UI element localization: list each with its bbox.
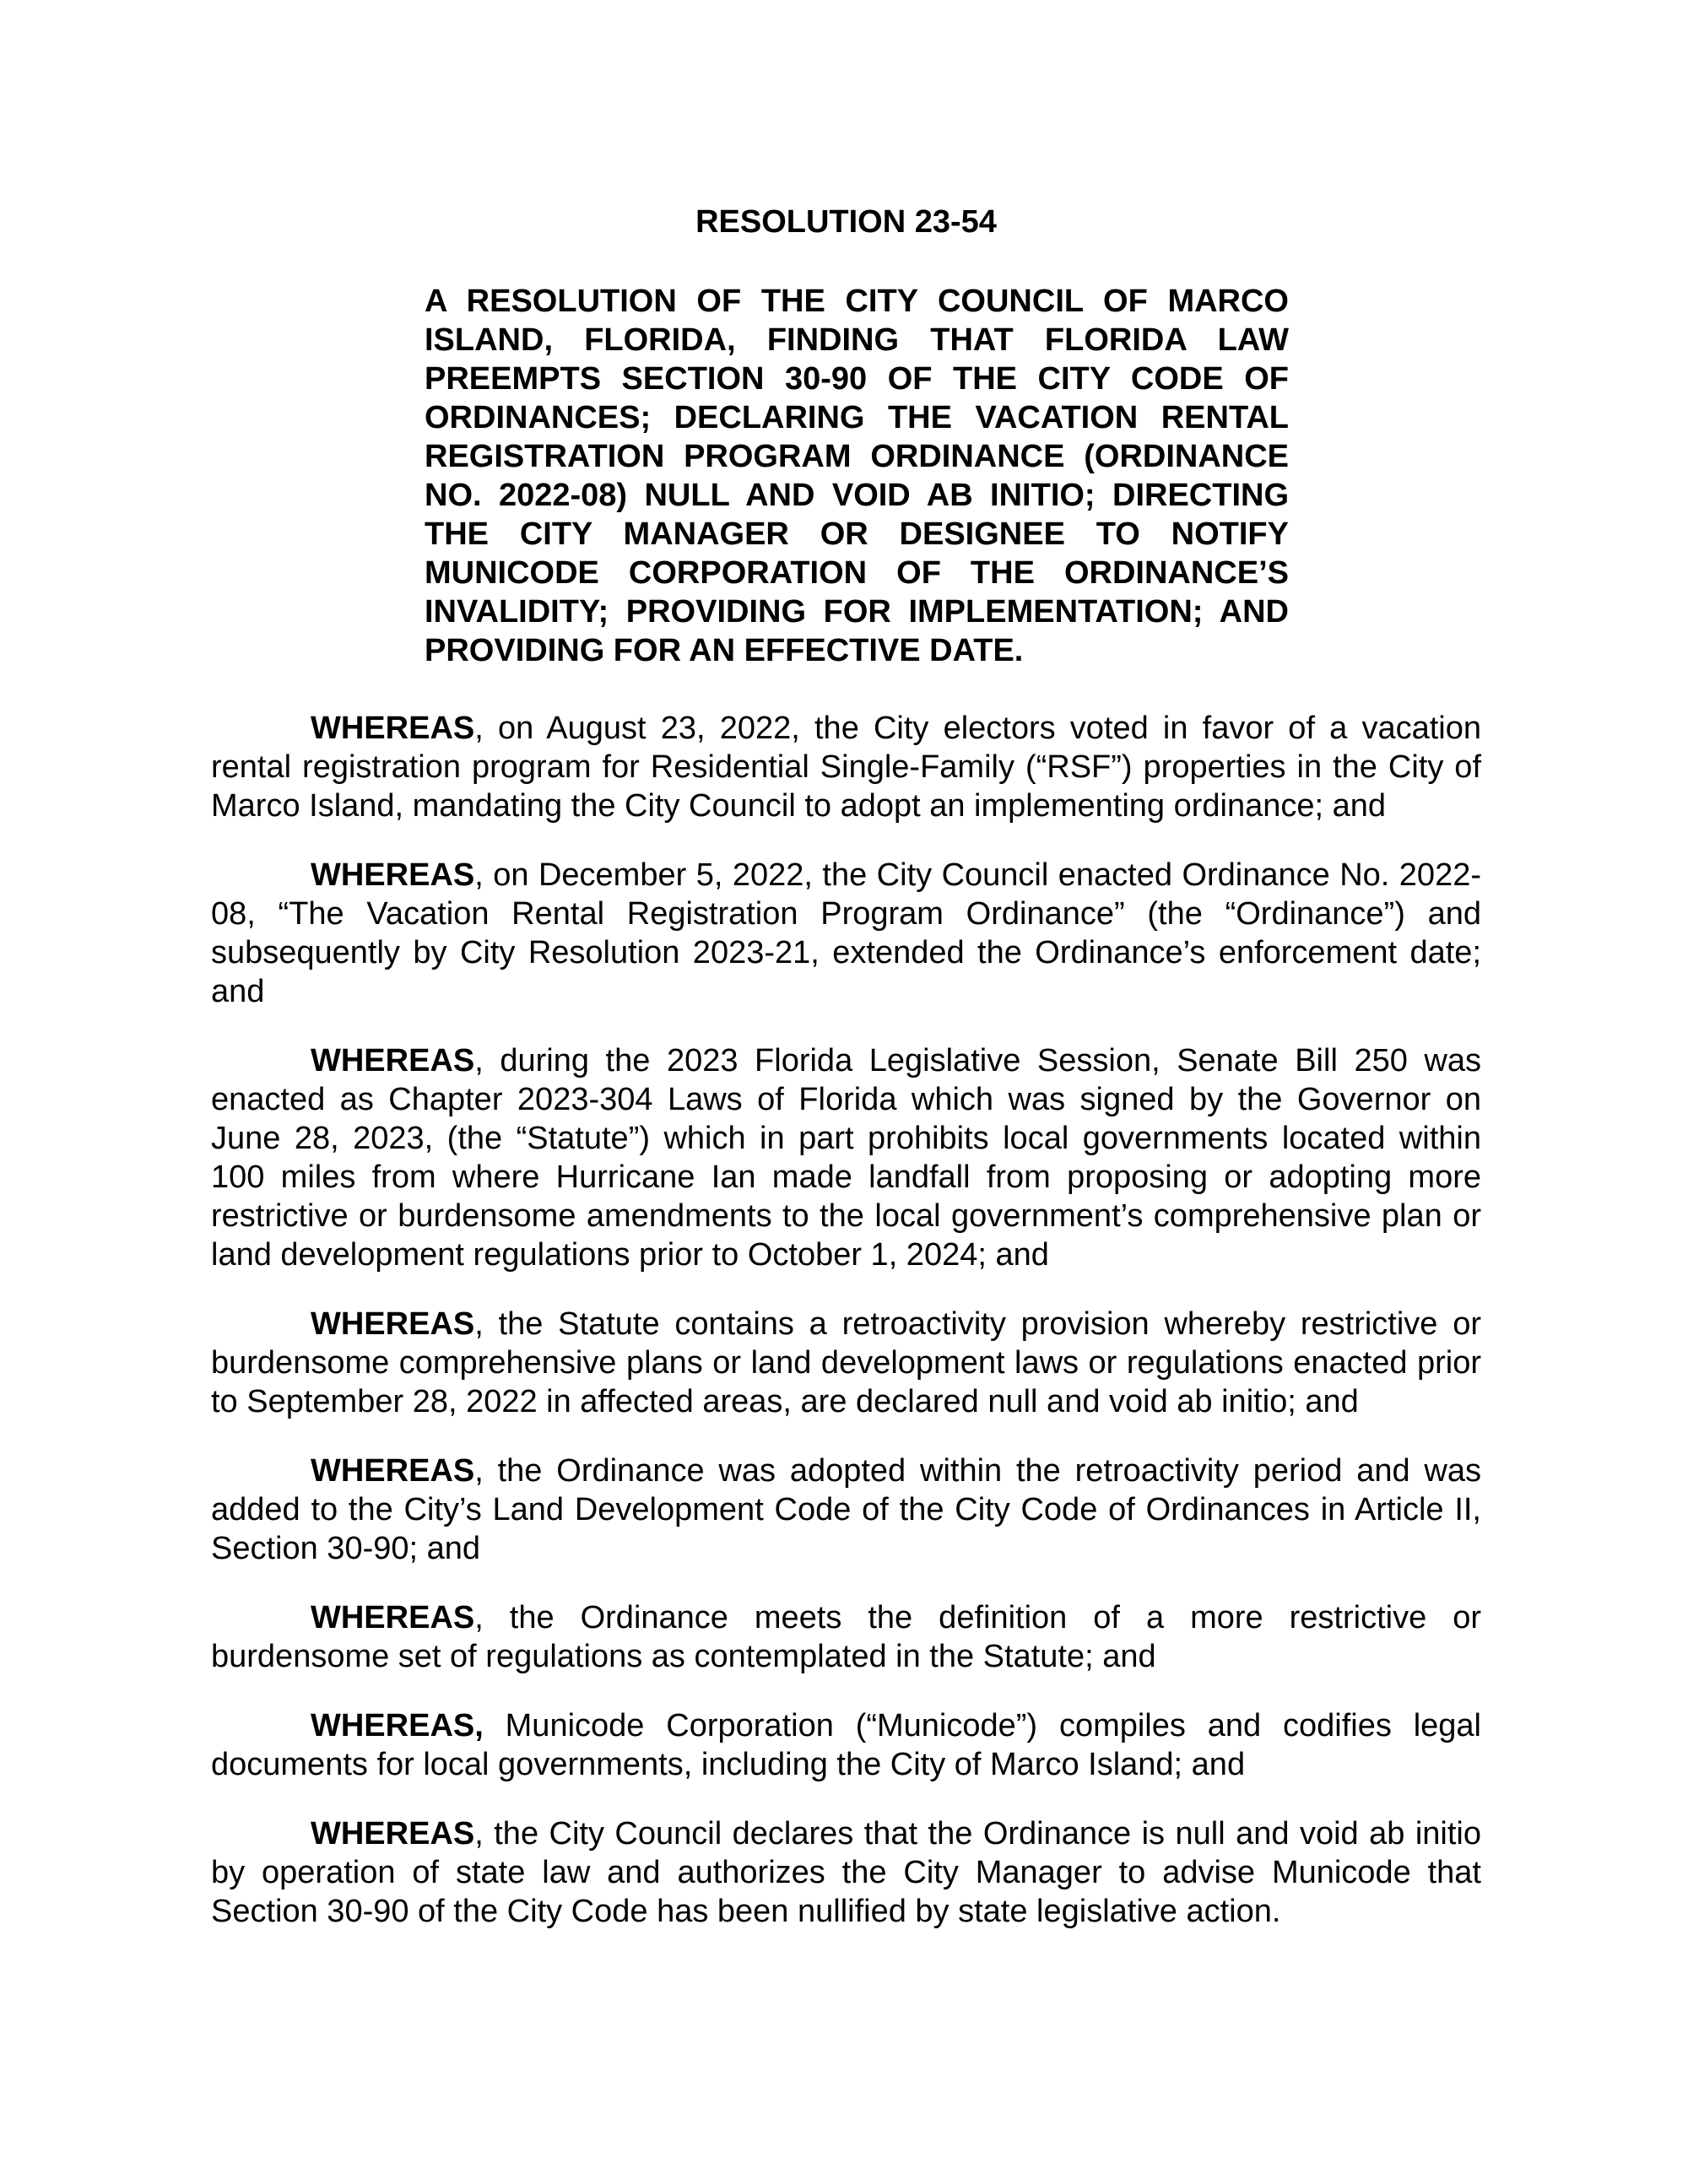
resolution-caption: A RESOLUTION OF THE CITY COUNCIL OF MARCO ISLAND, FLORIDA, FINDING THAT FLORIDA LAW PREEMPTS SECTION 30-90 OF THE CITY CODE OF ORDINANCES; DECLARING THE VACATION RENTAL REGISTRATION PROGRAM ORDINANCE (ORDINANCE NO. 2022-08) NULL AND VOID AB INITIO; DIRECTING THE CITY MANAGER OR DESIGNEE TO NOTIFY MUNICODE CORPORATION OF THE ORDINANCE’S INVALIDITY; PROVIDING FOR IMPLEMENTATION; AND PROVIDING FOR AN EFFECTIVE DATE. [425, 284, 1289, 668]
whereas-clause-1 [211, 709, 1481, 825]
whereas-body-4: , the Statute contains a retroactivity provision whereby restrictive or burdensome comprehensive plans or land development laws or regulations enacted prior to September 28, 2022 in affected areas, are declared null and void ab initio; and [211, 1306, 1481, 1419]
whereas-clause-6 [211, 1598, 1481, 1676]
whereas-lead-8: WHEREAS [311, 1816, 475, 1852]
whereas-clause-3 [211, 1041, 1481, 1274]
whereas-clause-2 [211, 856, 1481, 1011]
whereas-clause-8 [211, 1814, 1481, 1931]
whereas-lead-6: WHEREAS [311, 1600, 475, 1635]
whereas-clause-7 [211, 1706, 1481, 1784]
whereas-clause-4 [211, 1305, 1481, 1421]
whereas-body-2: , on December 5, 2022, the City Council enacted Ordinance No. 2022-08, “The Vacation Rental Registration Program Ordinance” (the “Ordinance”) and subsequently by City Resolution 2023-21, extended the Ordinance’s enforcement date; and [211, 857, 1481, 1009]
whereas-clause-5 [211, 1451, 1481, 1568]
whereas-body-8: , the City Council declares that the Ordinance is null and void ab initio by operation of state law and authorizes the City Manager to advise Municode that Section 30-90 of the City Code has been nullified by state legislative action. [211, 1816, 1481, 1929]
whereas-lead-2: WHEREAS [311, 857, 475, 893]
whereas-lead-5: WHEREAS [311, 1453, 475, 1489]
whereas-body-5: , the Ordinance was adopted within the retroactivity period and was added to the City’s Land Development Code of the City Code of Ordinances in Article II, Section 30-90; and [211, 1453, 1481, 1566]
whereas-body-1: , on August 23, 2022, the City electors voted in favor of a vacation rental registration program for Residential Single-Family (“RSF”) properties in the City of Marco Island, mandating the City Council to adopt an implementing ordinance; and [211, 711, 1481, 824]
whereas-lead-7: WHEREAS, [311, 1708, 484, 1743]
whereas-lead-4: WHEREAS [311, 1306, 475, 1342]
whereas-lead-1: WHEREAS [311, 711, 475, 746]
whereas-body-7: Municode Corporation (“Municode”) compiles and codifies legal documents for local governments, including the City of Marco Island; and [211, 1708, 1481, 1782]
whereas-body-3: , during the 2023 Florida Legislative Session, Senate Bill 250 was enacted as Chapter 2023-304 Laws of Florida which was signed by the Governor on June 28, 2023, (the “Statute”) which in part prohibits local governments located within 100 miles from where Hurricane Ian made landfall from proposing or adopting more restrictive or burdensome amendments to the local government’s comprehensive plan or land development regulations prior to October 1, 2024; and [211, 1043, 1481, 1273]
resolution-title: RESOLUTION 23-54 [695, 204, 997, 240]
whereas-body-6: , the Ordinance meets the definition of a more restrictive or burdensome set of regulations as contemplated in the Statute; and [211, 1600, 1481, 1674]
whereas-lead-3: WHEREAS [311, 1043, 475, 1078]
